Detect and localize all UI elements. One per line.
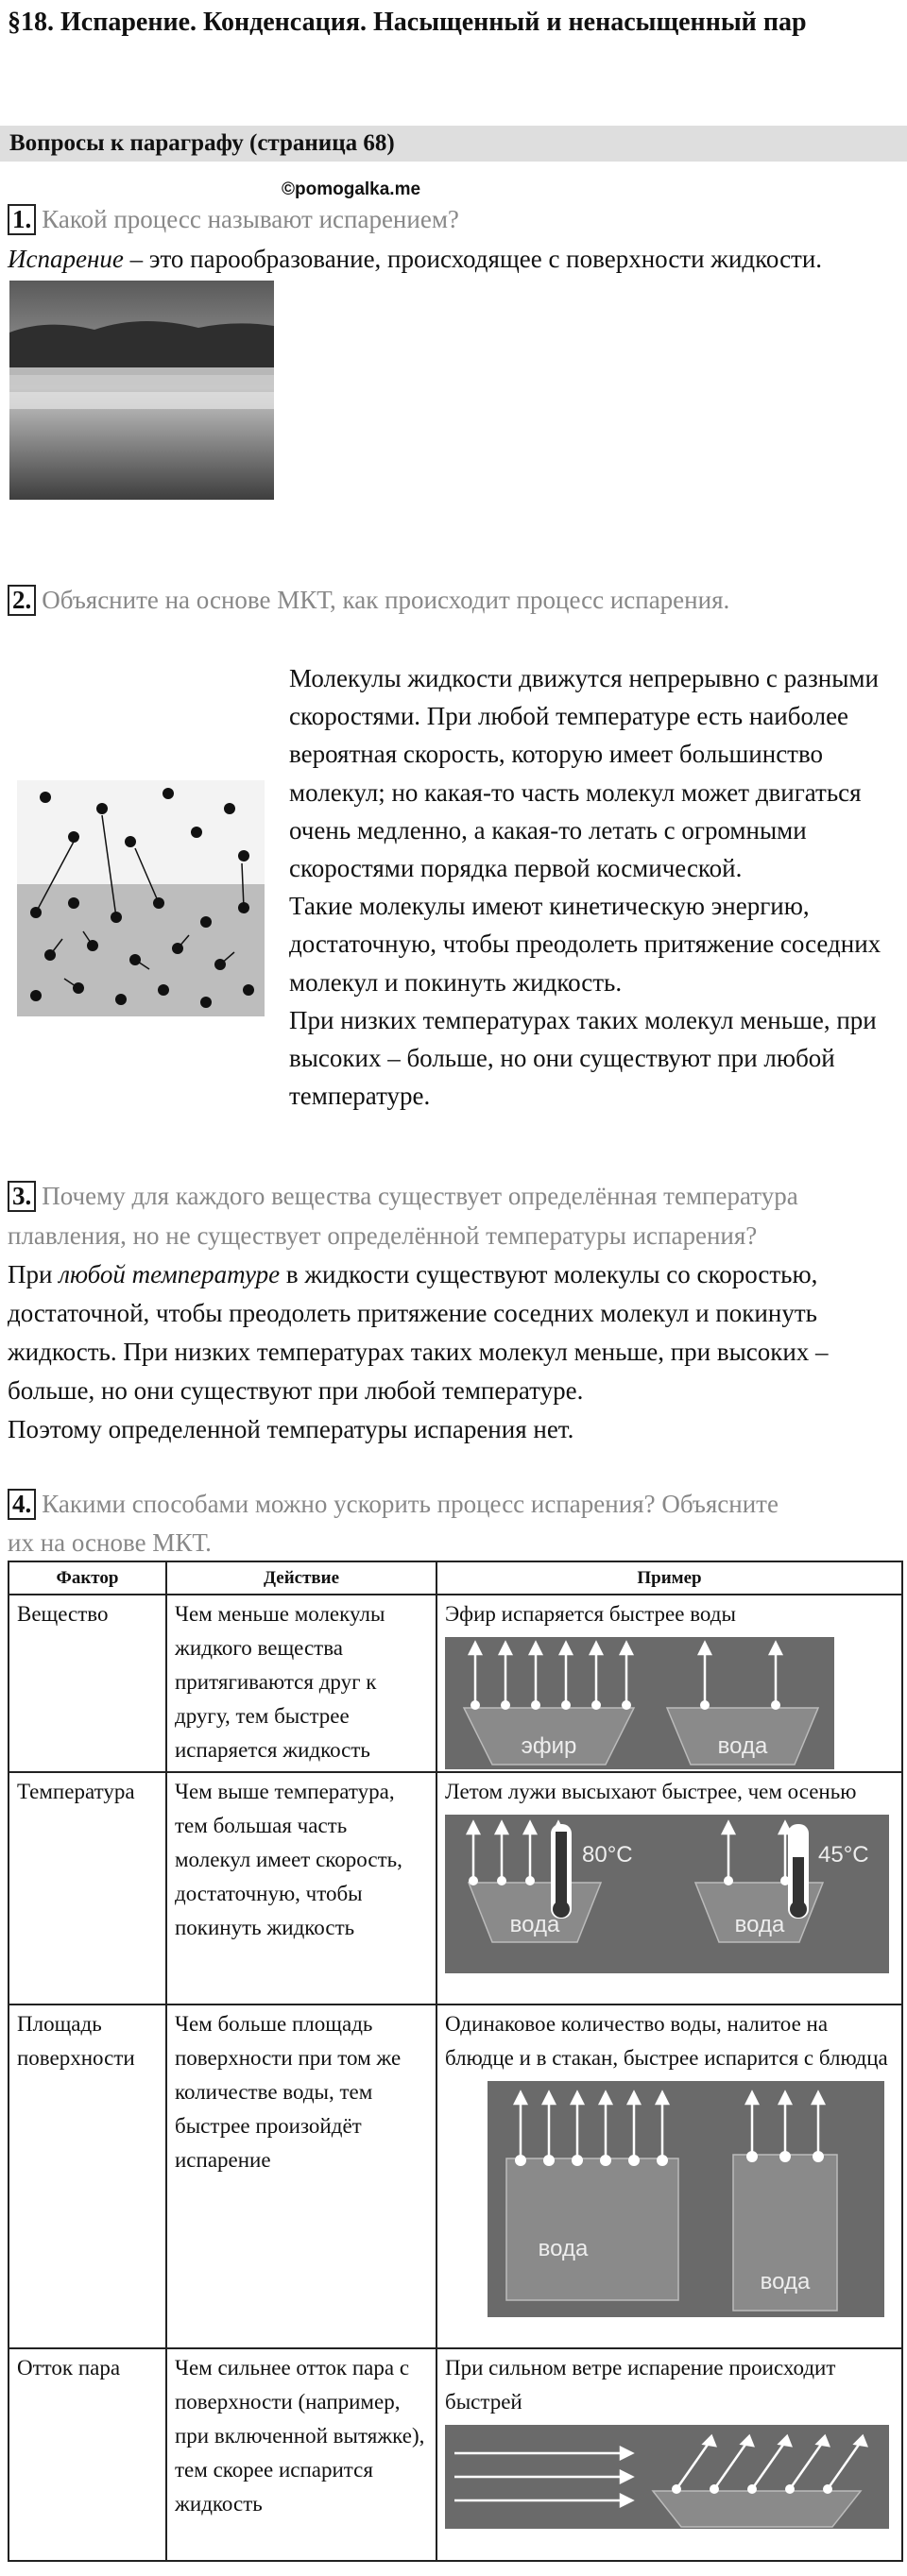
action-cell: Чем сильнее отток пара с поверхности (например, при включенной вытяжке), тем скорее испарится жидкость [166,2348,436,2561]
question-number: 4. [8,1489,36,1520]
table-header-row [9,1561,902,1595]
factor-cell: Площадь поверхности [9,2005,166,2348]
question-number: 1. [8,204,36,235]
question-2 [8,581,729,619]
vessel-label: вода [509,1912,560,1937]
example-cell [436,1595,902,1772]
answer-3-line: достаточной, чтобы преодолеть притяжение соседних молекул и покинуть [8,1299,817,1327]
question-3-cont: плавления, но не существует определённой температуры испарения? [8,1221,758,1250]
answer-text: в жидкости существуют молекулы со скоростью, [280,1260,818,1288]
temperature-label: 45°C [818,1842,869,1868]
table-row [9,1772,902,2005]
factors-table [8,1561,903,2562]
example-text: Летом лужи высыхают быстрее, чем осенью [445,1780,857,1803]
factor-cell: Вещество [9,1595,166,1772]
molecules-diagram [17,780,265,1016]
vessel-label: вода [717,1733,768,1759]
vessel-label: вода [538,2236,589,2261]
question-1 [8,200,459,238]
temperature-label: 80°C [582,1842,633,1868]
mkt-paragraph: При низких температурах таких молекул меньше, при высоких – больше, но они существуют при любой температуре. [289,1005,877,1111]
answer-term: Испарение [8,245,124,273]
question-text: Почему для каждого вещества существует определённая температура [42,1182,798,1210]
answer-text: При [8,1260,60,1288]
answer-3-line: жидкость. При низких температурах таких молекул меньше, при высоких – [8,1338,829,1366]
answer-emphasis: любой температуре [59,1260,281,1288]
answer-3-line: больше, но они существуют при любой температуре. [8,1376,584,1405]
mkt-paragraph: Такие молекулы имеют кинетическую энергию, достаточную, чтобы преодолеть притяжение соседних молекул и покинуть жидкость. [289,892,881,997]
question-text: Какой процесс называют испарением? [42,205,459,233]
answer-3-line: Поэтому определенной температуры испарения нет. [8,1415,574,1443]
mkt-explanation [289,659,903,1115]
question-3 [8,1177,798,1215]
vessel-label: вода [760,2269,811,2295]
action-cell: Чем меньше молекулы жидкого вещества притягиваются друг к другу, тем быстрее испаряется жидкость [166,1595,436,1772]
example-text: При сильном ветре испарение происходит быстрей [445,2356,836,2414]
column-header: Пример [436,1561,902,1595]
foggy-lake-photo [9,281,274,500]
column-header: Фактор [9,1561,166,1595]
temperature-illustration [445,1815,889,1973]
table-row [9,1595,902,1772]
vessel-label: вода [734,1912,785,1937]
table-row [9,2348,902,2561]
section-title: Вопросы к параграфу (страница 68) [9,130,395,156]
table-row [9,2005,902,2348]
factor-cell: Отток пара [9,2348,166,2561]
example-cell [436,1772,902,2005]
answer-3-line [8,1255,817,1293]
question-4 [8,1485,779,1523]
example-cell [436,2348,902,2561]
watermark: ©pomogalka.me [282,179,421,199]
example-cell [436,2005,902,2348]
ether-vs-water-illustration [445,1637,834,1769]
wind-illustration [445,2425,889,2529]
question-text: Какими способами можно ускорить процесс испарения? Объясните [42,1490,779,1518]
answer-1 [8,240,822,278]
factor-cell: Температура [9,1772,166,2005]
action-cell: Чем больше площадь поверхности при том же количестве воды, тем быстрее произойдёт испарение [166,2005,436,2348]
answer-text: – это парообразование, происходящее с поверхности жидкости. [123,245,823,273]
question-number: 3. [8,1181,36,1212]
example-text: Эфир испаряется быстрее воды [445,1602,736,1626]
question-number: 2. [8,585,36,616]
column-header: Действие [166,1561,436,1595]
action-cell: Чем выше температура, тем большая часть молекул имеет скорость, достаточную, чтобы покинуть жидкость [166,1772,436,2005]
mkt-paragraph: Молекулы жидкости движутся непрерывно с разными скоростями. При любой температуре есть наиболее вероятная скорость, которую имеет большинство молекул; но какая-то часть молекул может двигаться очень медленно, а какая-то летать с огромными скоростями порядка первой космической. [289,664,879,883]
question-text: Объясните на основе МКТ, как происходит процесс испарения. [42,586,730,614]
page-title: §18. Испарение. Конденсация. Насыщенный и ненасыщенный пар [8,8,807,37]
surface-area-illustration [488,2081,884,2317]
question-4-cont: их на основе МКТ. [8,1528,212,1557]
example-text: Одинаковое количество воды, налитое на блюдце и в стакан, быстрее испарится с блюдца [445,2012,888,2070]
vessel-label: эфир [521,1733,577,1759]
